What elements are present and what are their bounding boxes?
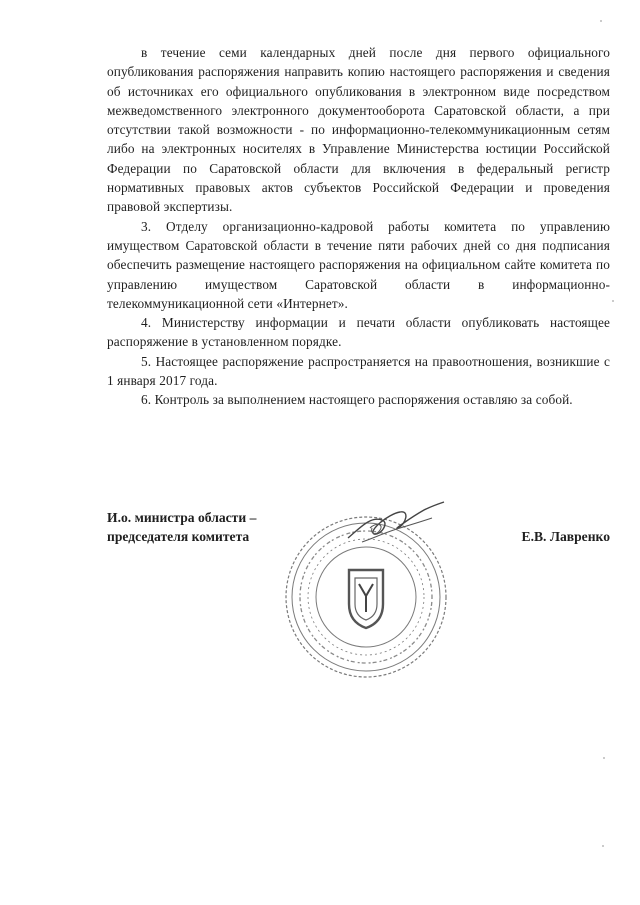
signatory-title-line1: И.о. министра области – (107, 510, 257, 525)
scan-speck (603, 757, 605, 759)
handwritten-signature (340, 498, 450, 548)
signatory-title-line2: председателя комитета (107, 529, 250, 544)
paragraph-4: 4. Министерству информации и печати области опубликовать настоящее распоряжение в установленном порядке. (107, 315, 610, 350)
paragraph-6: 6. Контроль за выполнением настоящего распоряжения оставляю за собой. (141, 392, 573, 408)
scan-speck (612, 300, 614, 302)
signatory-title (107, 508, 256, 546)
paragraph-continuation: в течение семи календарных дней после дня первого официального опубликования распоряжения направить копию настоящего распоряжения и сведения об источниках его официального опубликования в электронном виде посредством межведомственного электронного документооборота Саратовской области, а при отсутствии такой возможности - по информационно-телекоммуникационным сетям либо на электронных носителях в Управление Министерства юстиции Российской Федерации по Саратовской области для включения в федеральный регистр нормативных правовых актов субъектов Российской Федерации и проведения правовой экспертизы. (107, 45, 610, 215)
paragraph-5: 5. Настоящее распоряжение распространяется на правоотношения, возникшие с 1 января 2017 года. (107, 353, 610, 389)
document-body (107, 43, 610, 410)
paragraph-3: 3. Отделу организационно-кадровой работы комитета по управлению имуществом Саратовской области в течение пяти рабочих дней со дня подписания обеспечить размещение настоящего распоряжения на официальном сайте комитета по управлению имуществом Саратовской области в информационно-телекоммуникационной сети «Интернет». (107, 218, 610, 311)
scan-speck (602, 845, 604, 847)
scan-speck (600, 20, 602, 22)
signatory-name: Е.В. Лавренко (521, 529, 610, 544)
